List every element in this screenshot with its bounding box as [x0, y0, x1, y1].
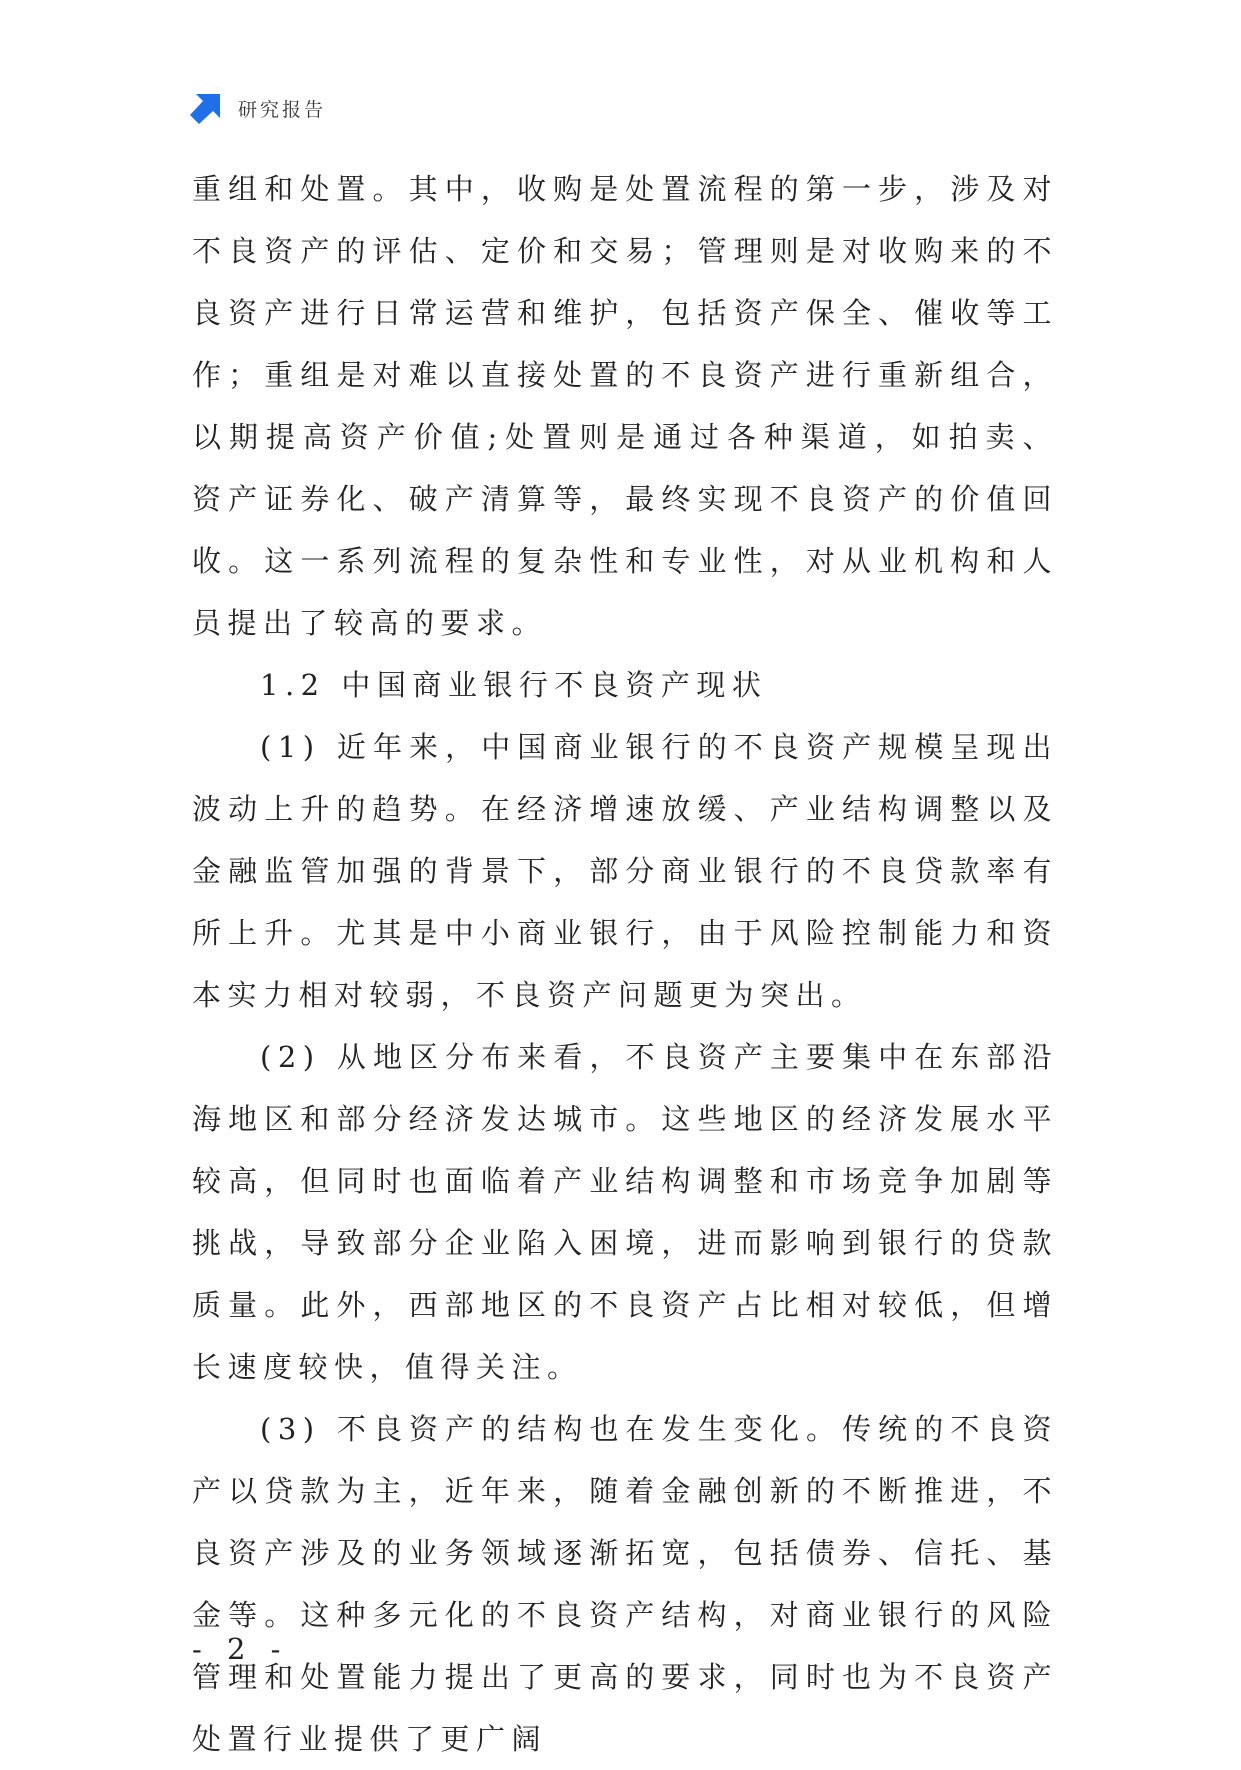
section-heading: 1.2 中国商业银行不良资产现状 [260, 668, 768, 702]
paragraph-point-3: (3) 不良资产的结构也在发生变化。传统的不良资产以贷款为主，近年来，随着金融创新的不断推进，不良资产涉及的业务领域逐渐拓宽，包括债券、信托、基金等。这种多元化的不良资产结构，对商业银行的风险管理和处置能力提出了更高的要求，同时也为不良资产处置行业提供了更广阔 [192, 1412, 1058, 1756]
page-header [190, 88, 326, 128]
document-body [192, 158, 1058, 1770]
paragraph-point-1: (1) 近年来，中国商业银行的不良资产规模呈现出波动上升的趋势。在经济增速放缓、产业结构调整以及金融监管加强的背景下，部分商业银行的不良贷款率有所上升。尤其是中小商业银行，由于风险控制能力和资本实力相对较弱，不良资产问题更为突出。 [192, 730, 1058, 1012]
header-title: 研究报告 [238, 98, 327, 121]
page-number: - 2 - [192, 1632, 289, 1666]
paragraph-continuation: 重组和处置。其中，收购是处置流程的第一步，涉及对不良资产的评估、定价和交易；管理则是对收购来的不良资产进行日常运营和维护，包括资产保全、催收等工作；重组是对难以直接处置的不良资产进行重新组合，以期提高资产价值;处置则是通过各种渠道，如拍卖、资产证券化、破产清算等，最终实现不良资产的价值回收。这一系列流程的复杂性和专业性，对从业机构和人员提出了较高的要求。 [192, 172, 1058, 640]
paragraph-point-2: (2) 从地区分布来看，不良资产主要集中在东部沿海地区和部分经济发达城市。这些地区的经济发展水平较高，但同时也面临着产业结构调整和市场竞争加剧等挑战，导致部分企业陷入困境，进而影响到银行的贷款质量。此外，西部地区的不良资产占比相对较低，但增长速度较快，值得关注。 [192, 1040, 1058, 1384]
arrow-up-right-logo-icon [190, 92, 222, 124]
